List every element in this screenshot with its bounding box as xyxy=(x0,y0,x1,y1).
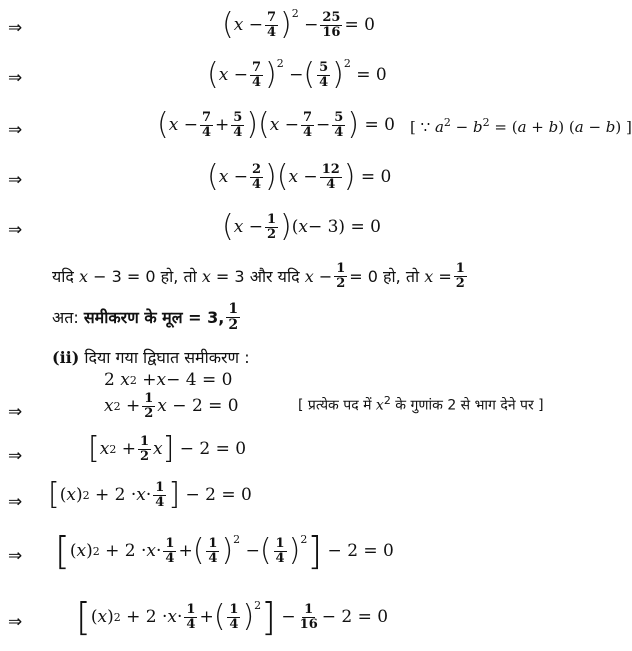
implies-arrow: ⇒ xyxy=(8,612,23,632)
implies-arrow: ⇒ xyxy=(8,220,23,240)
equation: [ ( x ) 2 + 2 · x · $\frac{1}{4}$ + ( $\frac{1}{4}$ ) $^2$ ] − $\frac{1}{16}$ − 2 = 0 xyxy=(76,595,389,639)
equation: x 2 + $\frac{1}{2}$ x − 2 = 0 xyxy=(104,391,239,421)
step-row-8 xyxy=(0,478,621,518)
equation: ( x − $\frac{7}{4}$ ) $^2$ − $\frac{25}{16}$ = 0 xyxy=(222,6,375,42)
equation: [ ( x ) 2 + 2 · x · $\frac{1}{4}$ + ( $\frac{1}{4}$ ) $^2$ − ( $\frac{1}{4}$ ) $^2$ ] − 2 = 0 xyxy=(55,529,394,573)
equation: [ ( x ) 2 + 2 · x · $\frac{1}{4}$ ] − 2 = 0 xyxy=(48,477,252,512)
part2-equation: 2 x 2 + x − 4 = 0 xyxy=(104,370,233,390)
implies-arrow: ⇒ xyxy=(8,492,23,512)
step-row-6 xyxy=(0,388,621,428)
implies-arrow: ⇒ xyxy=(8,18,23,38)
equation: ( x − $\frac{7}{4}$ ) $^2$ − ( $\frac{5}{4}$ ) $^2$ = 0 xyxy=(207,56,387,92)
equation: ( x − $\frac{1}{2}$ ) ( x − 3) = 0 xyxy=(222,209,381,244)
implies-arrow: ⇒ xyxy=(8,170,23,190)
equation: ( x − $\frac{2}{4}$ )( x − $\frac{12}{4}$ ) = 0 xyxy=(207,159,392,194)
step-row-3 xyxy=(0,107,632,148)
divide-note: [ प्रत्येक पद में $x^2$ के गुणांक 2 से भाग देने पर ] xyxy=(298,394,544,414)
step-row-1 xyxy=(0,8,621,48)
part2-heading: (ii) दिया गया द्विघात समीकरण : xyxy=(52,348,250,367)
identity-note: [ ∵ $a^2 - b^2 = (a + b) (a - b)$ ] xyxy=(410,116,632,136)
implies-arrow: ⇒ xyxy=(8,120,23,140)
step-row-9 xyxy=(0,529,621,573)
solve-text: यदि x − 3 = 0 हो, तो x = 3 और यदि x − $\frac{1}{2}$ = 0 हो, तो x = $\frac{1}{2}$ xyxy=(52,261,465,291)
step-row-5 xyxy=(0,210,621,250)
equation: [ x 2 + $\frac{1}{2}$ x ] − 2 = 0 xyxy=(88,431,247,466)
roots-line: अत: समीकरण के मूल = 3, $\frac{1}{2}$ xyxy=(52,301,239,333)
step-row-2 xyxy=(0,58,621,98)
equation: ( x − $\frac{7}{4}$ + $\frac{5}{4}$ )( x − $\frac{7}{4}$ − $\frac{5}{4}$ ) = 0 xyxy=(157,107,395,142)
implies-arrow: ⇒ xyxy=(8,546,23,566)
step-row-4 xyxy=(0,160,621,200)
implies-arrow: ⇒ xyxy=(8,68,23,88)
implies-arrow: ⇒ xyxy=(8,446,23,466)
step-row-7 xyxy=(0,432,621,472)
step-row-10 xyxy=(0,595,621,639)
implies-arrow: ⇒ xyxy=(8,402,23,422)
